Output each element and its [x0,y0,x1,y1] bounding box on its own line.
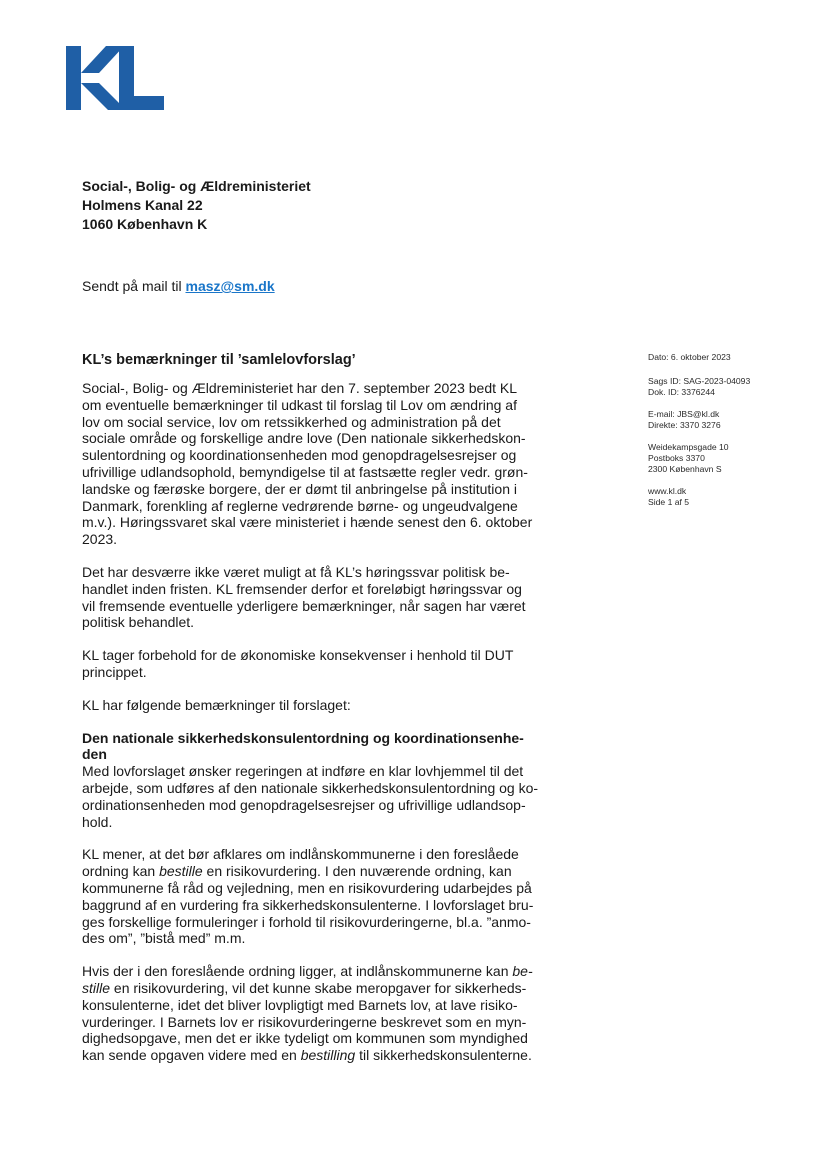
date: Dato: 6. oktober 2023 [648,352,731,362]
date-block [648,352,750,363]
emphasis-bestille-2: be- stille [82,963,533,996]
recipient-city: 1060 København K [82,216,208,232]
page-number: Side 1 af 5 [648,497,690,507]
kl-street: Weidekampsgade 10 [648,442,729,452]
sent-prefix: Sendt på mail til [82,278,186,294]
web-page-block [648,486,750,508]
contact-block [648,409,750,431]
letter-title: KL’s bemærkninger til ’samlelovforslag’ [82,352,356,368]
case-ids [648,376,750,398]
doc-id: Dok. ID: 3376244 [648,387,715,397]
section-heading: Den nationale sikkerhedskonsulentordning og koordinationsenhe- den [82,729,524,763]
letter-metadata [648,352,750,519]
kl-city: 2300 København S [648,464,722,474]
contact-email: E-mail: JBS@kl.dk [648,409,720,419]
paragraph-deadline: Det har desværre ikke været muligt at få KL’s høringssvar politisk be- handlet inden fristen. KL fremsender derfor et foreløbigt høringssvar og vil fremsende eventuelle yderligere bemærkninger, når sagen har været politisk behandlet. [82,563,526,631]
kl-address [648,442,750,475]
recipient-email-link[interactable]: masz@sm.dk [185,278,275,294]
paragraph-hvis-b: en risikovurdering, vil det kunne skabe meropgaver for sikkerheds- konsulenterne, idet det bliver lovpligtigt med Barnets lov, at lave risiko- vurderinger. I Barnets lov er risikovurderingerne beskrevet som en myn- dighedsopgave, men det er ikke tydeligt om kommunen som myndighed kan sende opgaven videre med en [82,979,528,1064]
letter-body [82,351,560,1080]
emphasis-bestille: bestille [159,863,203,880]
paragraph-hvis-a: Hvis der i den foreslående ordning ligger, at indlånskommunerne kan [82,963,513,980]
paragraph-remarks-intro: KL har følgende bemærkninger til forslaget: [82,696,351,713]
paragraph-lovforslag: Med lovforslaget ønsker regeringen at indføre en klar lovhjemmel til det arbejde, som udføres af den nationale sikkerhedskonsulentordning og ko- ordinationsenheden mod genopdragelsesrejser og ufrivillige udlandsop- hold. [82,763,539,830]
paragraph-hvis-c: til sikkerhedskonsulenterne. [355,1047,532,1064]
website: www.kl.dk [648,486,687,496]
emphasis-bestilling: bestilling [300,1047,356,1064]
kl-logo [66,46,164,110]
recipient-name: Social-, Bolig- og Ældreministeriet [82,178,311,194]
kl-postbox: Postboks 3370 [648,453,705,463]
contact-phone: Direkte: 3370 3276 [648,420,721,430]
paragraph-kl-mener [82,846,560,947]
case-id: Sags ID: SAG-2023-04093 [648,376,751,386]
paragraph-kl-mener-a: KL mener, at det bør afklares om indlånskommunerne i den foreslåede ordning kan [82,846,519,880]
paragraph-hvis [82,963,560,1064]
paragraph-intro: Social-, Bolig- og Ældreministeriet har den 7. september 2023 bedt KL om eventuelle bemærkninger til udkast til forslag til Lov om ændring af lov om social service, lov om retssikkerhed og administration på det sociale område og forskellige andre love (Den nationale sikkerhedskon- sulentordning og koordinationsenheden mod genopdragelsesrejser og ufrivillige udlandsophold, bemyndigelse til at fastsætte regler vedr. grøn- landske og færøske borgere, der er dømt til anbringelse på institution i Danmark, forenkling af reglerne vedrørende børne- og ungeudvalgene m.v.). Høringssvaret skal være ministeriet i hænde senest den 6. oktober 2023. [82,380,533,548]
sent-line [82,277,275,295]
kl-logo-graphic [66,46,164,110]
paragraph-dut: KL tager forbehold for de økonomiske konsekvenser i henhold til DUT princippet. [82,647,514,680]
recipient-address [82,177,311,234]
recipient-street: Holmens Kanal 22 [82,197,203,213]
paragraph-kl-mener-b: en risikovurdering. I den nuværende ordning, kan kommunerne få råd og vejledning, men en risikovurdering udarbejdes på baggrund af en vurdering fra sikkerhedskonsulenterne. I lovforslaget bru- ges forskellige formuleringer i forhold til risikovurderingerne, bl.a. ”anmo- des om”, ”bistå med” m.m. [82,863,534,947]
